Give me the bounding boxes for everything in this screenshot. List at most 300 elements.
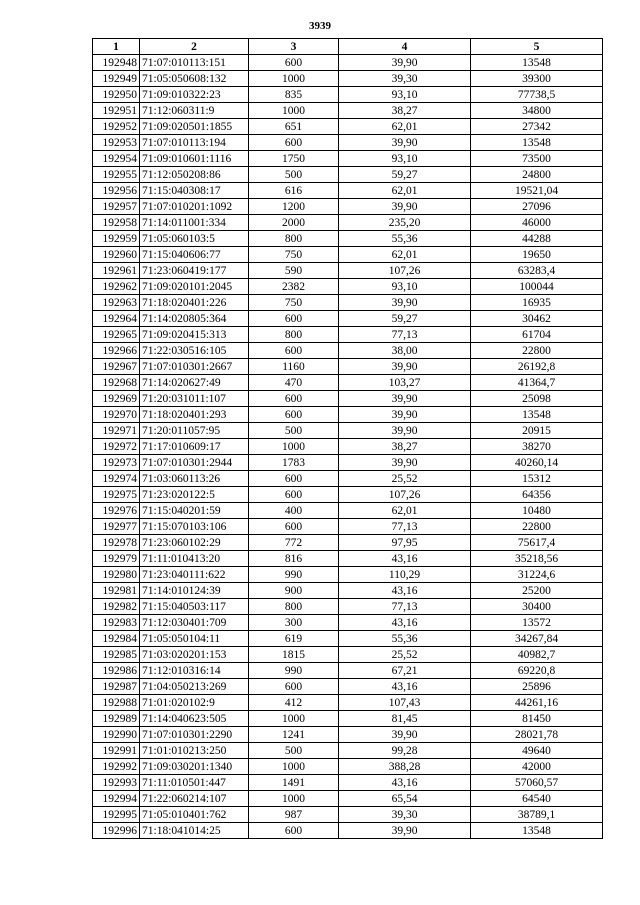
table-row — [93, 103, 603, 119]
cell-cadastral-number: 71:09:010322:23 — [140, 87, 249, 103]
cell-area: 1750 — [249, 151, 339, 167]
cell-area: 987 — [249, 807, 339, 823]
cell-cadastral-number: 71:05:050104:11 — [140, 631, 249, 647]
cell-amount: 61704 — [471, 327, 603, 343]
cell-rate: 62,01 — [339, 119, 471, 135]
cell-area: 600 — [249, 135, 339, 151]
cell-rate: 62,01 — [339, 247, 471, 263]
cell-rate: 93,10 — [339, 87, 471, 103]
cell-amount: 25200 — [471, 583, 603, 599]
cell-area: 400 — [249, 503, 339, 519]
cell-rate: 39,90 — [339, 199, 471, 215]
cell-amount: 22800 — [471, 343, 603, 359]
table-row — [93, 247, 603, 263]
table-row — [93, 711, 603, 727]
cell-row-id: 192980 — [93, 567, 140, 583]
cell-amount: 64540 — [471, 791, 603, 807]
cell-row-id: 192960 — [93, 247, 140, 263]
cell-area: 990 — [249, 663, 339, 679]
table-row — [93, 631, 603, 647]
cell-area: 651 — [249, 119, 339, 135]
cell-amount: 30400 — [471, 599, 603, 615]
cell-row-id: 192993 — [93, 775, 140, 791]
cell-rate: 62,01 — [339, 503, 471, 519]
cell-row-id: 192955 — [93, 167, 140, 183]
cell-cadastral-number: 71:05:060103:5 — [140, 231, 249, 247]
cell-area: 619 — [249, 631, 339, 647]
table-row — [93, 135, 603, 151]
cell-cadastral-number: 71:07:010201:1092 — [140, 199, 249, 215]
cell-row-id: 192982 — [93, 599, 140, 615]
cell-row-id: 192981 — [93, 583, 140, 599]
table-row — [93, 391, 603, 407]
cell-rate: 62,01 — [339, 183, 471, 199]
cell-cadastral-number: 71:05:050608:132 — [140, 71, 249, 87]
cell-amount: 25098 — [471, 391, 603, 407]
cell-cadastral-number: 71:09:020415:313 — [140, 327, 249, 343]
cell-row-id: 192951 — [93, 103, 140, 119]
cell-cadastral-number: 71:23:060419:177 — [140, 263, 249, 279]
cell-amount: 31224,6 — [471, 567, 603, 583]
cell-cadastral-number: 71:07:010113:151 — [140, 55, 249, 71]
cell-area: 800 — [249, 327, 339, 343]
cell-cadastral-number: 71:12:010316:14 — [140, 663, 249, 679]
cell-rate: 107,26 — [339, 263, 471, 279]
column-header-5: 5 — [471, 39, 603, 55]
cell-amount: 13548 — [471, 55, 603, 71]
cell-rate: 388,28 — [339, 759, 471, 775]
cell-amount: 22800 — [471, 519, 603, 535]
cell-row-id: 192958 — [93, 215, 140, 231]
table-row — [93, 199, 603, 215]
cell-rate: 110,29 — [339, 567, 471, 583]
table-row — [93, 87, 603, 103]
cell-area: 2000 — [249, 215, 339, 231]
cell-cadastral-number: 71:14:040623:505 — [140, 711, 249, 727]
cell-cadastral-number: 71:15:040606:77 — [140, 247, 249, 263]
cell-amount: 73500 — [471, 151, 603, 167]
cell-row-id: 192953 — [93, 135, 140, 151]
data-table — [92, 38, 603, 839]
cell-amount: 46000 — [471, 215, 603, 231]
table-row — [93, 615, 603, 631]
cell-amount: 25896 — [471, 679, 603, 695]
cell-amount: 19521,04 — [471, 183, 603, 199]
cell-row-id: 192970 — [93, 407, 140, 423]
cell-area: 600 — [249, 343, 339, 359]
cell-area: 750 — [249, 295, 339, 311]
table-row — [93, 503, 603, 519]
cell-area: 1160 — [249, 359, 339, 375]
cell-row-id: 192996 — [93, 823, 140, 839]
cell-cadastral-number: 71:12:030401:709 — [140, 615, 249, 631]
table-row — [93, 695, 603, 711]
column-header-3: 3 — [249, 39, 339, 55]
cell-cadastral-number: 71:22:060214:107 — [140, 791, 249, 807]
cell-cadastral-number: 71:18:020401:226 — [140, 295, 249, 311]
cell-row-id: 192995 — [93, 807, 140, 823]
table-row — [93, 551, 603, 567]
cell-cadastral-number: 71:14:010124:39 — [140, 583, 249, 599]
table-row — [93, 791, 603, 807]
cell-area: 1241 — [249, 727, 339, 743]
cell-cadastral-number: 71:07:010301:2944 — [140, 455, 249, 471]
cell-cadastral-number: 71:17:010609:17 — [140, 439, 249, 455]
cell-cadastral-number: 71:05:010401:762 — [140, 807, 249, 823]
cell-amount: 40982,7 — [471, 647, 603, 663]
cell-cadastral-number: 71:03:060113:26 — [140, 471, 249, 487]
cell-area: 772 — [249, 535, 339, 551]
table-row — [93, 679, 603, 695]
cell-rate: 25,52 — [339, 647, 471, 663]
cell-amount: 10480 — [471, 503, 603, 519]
cell-amount: 42000 — [471, 759, 603, 775]
table-row — [93, 295, 603, 311]
cell-amount: 27342 — [471, 119, 603, 135]
cell-area: 1000 — [249, 103, 339, 119]
table-row — [93, 535, 603, 551]
cell-row-id: 192978 — [93, 535, 140, 551]
cell-rate: 39,90 — [339, 391, 471, 407]
cell-row-id: 192990 — [93, 727, 140, 743]
cell-rate: 99,28 — [339, 743, 471, 759]
cell-amount: 75617,4 — [471, 535, 603, 551]
cell-row-id: 192991 — [93, 743, 140, 759]
cell-row-id: 192962 — [93, 279, 140, 295]
cell-area: 600 — [249, 55, 339, 71]
cell-rate: 39,30 — [339, 71, 471, 87]
cell-rate: 39,90 — [339, 135, 471, 151]
cell-cadastral-number: 71:14:020627:49 — [140, 375, 249, 391]
cell-row-id: 192952 — [93, 119, 140, 135]
cell-amount: 77738,5 — [471, 87, 603, 103]
cell-amount: 28021,78 — [471, 727, 603, 743]
cell-amount: 39300 — [471, 71, 603, 87]
cell-amount: 27096 — [471, 199, 603, 215]
column-header-2: 2 — [140, 39, 249, 55]
cell-area: 600 — [249, 679, 339, 695]
table-row — [93, 231, 603, 247]
table-row — [93, 583, 603, 599]
table-row — [93, 167, 603, 183]
cell-rate: 55,36 — [339, 631, 471, 647]
table-row — [93, 759, 603, 775]
cell-row-id: 192964 — [93, 311, 140, 327]
cell-rate: 39,90 — [339, 423, 471, 439]
cell-rate: 38,27 — [339, 439, 471, 455]
table-row — [93, 327, 603, 343]
cell-amount: 57060,57 — [471, 775, 603, 791]
cell-amount: 81450 — [471, 711, 603, 727]
cell-amount: 34800 — [471, 103, 603, 119]
cell-rate: 38,00 — [339, 343, 471, 359]
cell-area: 800 — [249, 599, 339, 615]
cell-amount: 38789,1 — [471, 807, 603, 823]
cell-rate: 43,16 — [339, 679, 471, 695]
table-row — [93, 215, 603, 231]
cell-amount: 13548 — [471, 823, 603, 839]
cell-amount: 34267,84 — [471, 631, 603, 647]
cell-rate: 55,36 — [339, 231, 471, 247]
cell-amount: 15312 — [471, 471, 603, 487]
cell-row-id: 192979 — [93, 551, 140, 567]
cell-rate: 97,95 — [339, 535, 471, 551]
cell-rate: 38,27 — [339, 103, 471, 119]
cell-area: 1000 — [249, 71, 339, 87]
cell-rate: 43,16 — [339, 775, 471, 791]
table-row — [93, 359, 603, 375]
cell-rate: 67,21 — [339, 663, 471, 679]
cell-amount: 69220,8 — [471, 663, 603, 679]
cell-row-id: 192972 — [93, 439, 140, 455]
table-row — [93, 375, 603, 391]
table-row — [93, 599, 603, 615]
cell-area: 835 — [249, 87, 339, 103]
cell-area: 1000 — [249, 439, 339, 455]
cell-area: 800 — [249, 231, 339, 247]
cell-row-id: 192984 — [93, 631, 140, 647]
cell-area: 600 — [249, 823, 339, 839]
cell-cadastral-number: 71:15:040201:59 — [140, 503, 249, 519]
cell-row-id: 192973 — [93, 455, 140, 471]
table-row — [93, 407, 603, 423]
cell-amount: 41364,7 — [471, 375, 603, 391]
cell-area: 616 — [249, 183, 339, 199]
cell-cadastral-number: 71:09:010601:1116 — [140, 151, 249, 167]
cell-amount: 44261,16 — [471, 695, 603, 711]
cell-area: 1000 — [249, 791, 339, 807]
table-row — [93, 807, 603, 823]
cell-area: 1815 — [249, 647, 339, 663]
cell-area: 500 — [249, 423, 339, 439]
cell-cadastral-number: 71:15:070103:106 — [140, 519, 249, 535]
cell-amount: 100044 — [471, 279, 603, 295]
cell-cadastral-number: 71:04:050213:269 — [140, 679, 249, 695]
cell-cadastral-number: 71:03:020201:153 — [140, 647, 249, 663]
cell-cadastral-number: 71:07:010301:2667 — [140, 359, 249, 375]
cell-cadastral-number: 71:09:020101:2045 — [140, 279, 249, 295]
cell-row-id: 192966 — [93, 343, 140, 359]
cell-area: 600 — [249, 311, 339, 327]
cell-rate: 39,90 — [339, 455, 471, 471]
table-row — [93, 151, 603, 167]
cell-cadastral-number: 71:12:060311:9 — [140, 103, 249, 119]
cell-amount: 64356 — [471, 487, 603, 503]
cell-rate: 77,13 — [339, 327, 471, 343]
cell-rate: 59,27 — [339, 311, 471, 327]
cell-rate: 235,20 — [339, 215, 471, 231]
cell-area: 600 — [249, 407, 339, 423]
cell-area: 600 — [249, 487, 339, 503]
cell-cadastral-number: 71:07:010113:194 — [140, 135, 249, 151]
cell-amount: 44288 — [471, 231, 603, 247]
cell-rate: 43,16 — [339, 615, 471, 631]
cell-rate: 39,90 — [339, 295, 471, 311]
cell-row-id: 192992 — [93, 759, 140, 775]
cell-amount: 26192,8 — [471, 359, 603, 375]
table-row — [93, 471, 603, 487]
cell-cadastral-number: 71:20:031011:107 — [140, 391, 249, 407]
table-row — [93, 55, 603, 71]
cell-row-id: 192986 — [93, 663, 140, 679]
column-header-1: 1 — [93, 39, 140, 55]
cell-rate: 77,13 — [339, 519, 471, 535]
table-row — [93, 743, 603, 759]
cell-area: 990 — [249, 567, 339, 583]
cell-rate: 107,43 — [339, 695, 471, 711]
cell-area: 750 — [249, 247, 339, 263]
cell-row-id: 192968 — [93, 375, 140, 391]
table-row — [93, 183, 603, 199]
cell-rate: 39,30 — [339, 807, 471, 823]
cell-rate: 81,45 — [339, 711, 471, 727]
cell-area: 900 — [249, 583, 339, 599]
cell-row-id: 192977 — [93, 519, 140, 535]
cell-cadastral-number: 71:23:040111:622 — [140, 567, 249, 583]
table-row — [93, 279, 603, 295]
cell-amount: 63283,4 — [471, 263, 603, 279]
cell-rate: 93,10 — [339, 279, 471, 295]
cell-row-id: 192985 — [93, 647, 140, 663]
cell-row-id: 192949 — [93, 71, 140, 87]
cell-rate: 43,16 — [339, 551, 471, 567]
cell-amount: 24800 — [471, 167, 603, 183]
cell-cadastral-number: 71:07:010301:2290 — [140, 727, 249, 743]
cell-rate: 107,26 — [339, 487, 471, 503]
table-row — [93, 567, 603, 583]
cell-amount: 38270 — [471, 439, 603, 455]
cell-row-id: 192969 — [93, 391, 140, 407]
table-row — [93, 775, 603, 791]
cell-amount: 35218,56 — [471, 551, 603, 567]
cell-cadastral-number: 71:14:011001:334 — [140, 215, 249, 231]
cell-row-id: 192956 — [93, 183, 140, 199]
cell-row-id: 192971 — [93, 423, 140, 439]
cell-cadastral-number: 71:18:020401:293 — [140, 407, 249, 423]
table-row — [93, 423, 603, 439]
page-number: 3939 — [309, 20, 331, 32]
cell-area: 500 — [249, 743, 339, 759]
cell-amount: 16935 — [471, 295, 603, 311]
cell-rate: 39,90 — [339, 55, 471, 71]
cell-row-id: 192961 — [93, 263, 140, 279]
cell-amount: 13572 — [471, 615, 603, 631]
cell-cadastral-number: 71:01:010213:250 — [140, 743, 249, 759]
cell-rate: 93,10 — [339, 151, 471, 167]
cell-row-id: 192963 — [93, 295, 140, 311]
cell-area: 412 — [249, 695, 339, 711]
cell-rate: 39,90 — [339, 359, 471, 375]
cell-rate: 77,13 — [339, 599, 471, 615]
table-row — [93, 119, 603, 135]
cell-area: 1783 — [249, 455, 339, 471]
table-row — [93, 71, 603, 87]
cell-area: 470 — [249, 375, 339, 391]
column-header-4: 4 — [339, 39, 471, 55]
cell-row-id: 192957 — [93, 199, 140, 215]
table-row — [93, 519, 603, 535]
table-row — [93, 663, 603, 679]
cell-area: 500 — [249, 167, 339, 183]
cell-row-id: 192994 — [93, 791, 140, 807]
cell-row-id: 192987 — [93, 679, 140, 695]
cell-row-id: 192965 — [93, 327, 140, 343]
cell-area: 1000 — [249, 759, 339, 775]
cell-row-id: 192975 — [93, 487, 140, 503]
cell-cadastral-number: 71:15:040503:117 — [140, 599, 249, 615]
cell-cadastral-number: 71:11:010413:20 — [140, 551, 249, 567]
table-row — [93, 343, 603, 359]
table-header-row — [93, 39, 603, 55]
cell-rate: 39,90 — [339, 407, 471, 423]
cell-cadastral-number: 71:18:041014:25 — [140, 823, 249, 839]
cell-cadastral-number: 71:09:020501:1855 — [140, 119, 249, 135]
cell-rate: 43,16 — [339, 583, 471, 599]
cell-amount: 49640 — [471, 743, 603, 759]
cell-rate: 59,27 — [339, 167, 471, 183]
table-row — [93, 823, 603, 839]
cell-cadastral-number: 71:12:050208:86 — [140, 167, 249, 183]
cell-row-id: 192950 — [93, 87, 140, 103]
cell-rate: 39,90 — [339, 823, 471, 839]
cell-area: 1200 — [249, 199, 339, 215]
cell-rate: 39,90 — [339, 727, 471, 743]
cell-cadastral-number: 71:11:010501:447 — [140, 775, 249, 791]
cell-row-id: 192989 — [93, 711, 140, 727]
cell-row-id: 192988 — [93, 695, 140, 711]
cell-row-id: 192954 — [93, 151, 140, 167]
cell-row-id: 192959 — [93, 231, 140, 247]
cell-amount: 13548 — [471, 135, 603, 151]
cell-cadastral-number: 71:20:011057:95 — [140, 423, 249, 439]
table-row — [93, 455, 603, 471]
cell-rate: 65,54 — [339, 791, 471, 807]
cell-area: 1000 — [249, 711, 339, 727]
cell-row-id: 192967 — [93, 359, 140, 375]
cell-cadastral-number: 71:22:030516:105 — [140, 343, 249, 359]
table-body — [93, 55, 603, 839]
cell-row-id: 192948 — [93, 55, 140, 71]
table-row — [93, 727, 603, 743]
cell-rate: 103,27 — [339, 375, 471, 391]
table-row — [93, 439, 603, 455]
cell-cadastral-number: 71:23:060102:29 — [140, 535, 249, 551]
cell-cadastral-number: 71:23:020122:5 — [140, 487, 249, 503]
cell-area: 590 — [249, 263, 339, 279]
cell-area: 816 — [249, 551, 339, 567]
table-row — [93, 311, 603, 327]
cell-cadastral-number: 71:15:040308:17 — [140, 183, 249, 199]
cell-amount: 20915 — [471, 423, 603, 439]
cell-amount: 30462 — [471, 311, 603, 327]
cell-cadastral-number: 71:14:020805:364 — [140, 311, 249, 327]
table-row — [93, 647, 603, 663]
cell-area: 2382 — [249, 279, 339, 295]
cell-area: 300 — [249, 615, 339, 631]
cell-area: 1491 — [249, 775, 339, 791]
table-row — [93, 487, 603, 503]
cell-cadastral-number: 71:01:020102:9 — [140, 695, 249, 711]
cell-row-id: 192983 — [93, 615, 140, 631]
cell-amount: 40260,14 — [471, 455, 603, 471]
cell-row-id: 192974 — [93, 471, 140, 487]
table-row — [93, 263, 603, 279]
cell-row-id: 192976 — [93, 503, 140, 519]
cell-amount: 19650 — [471, 247, 603, 263]
cell-area: 600 — [249, 391, 339, 407]
cell-cadastral-number: 71:09:030201:1340 — [140, 759, 249, 775]
cell-area: 600 — [249, 471, 339, 487]
